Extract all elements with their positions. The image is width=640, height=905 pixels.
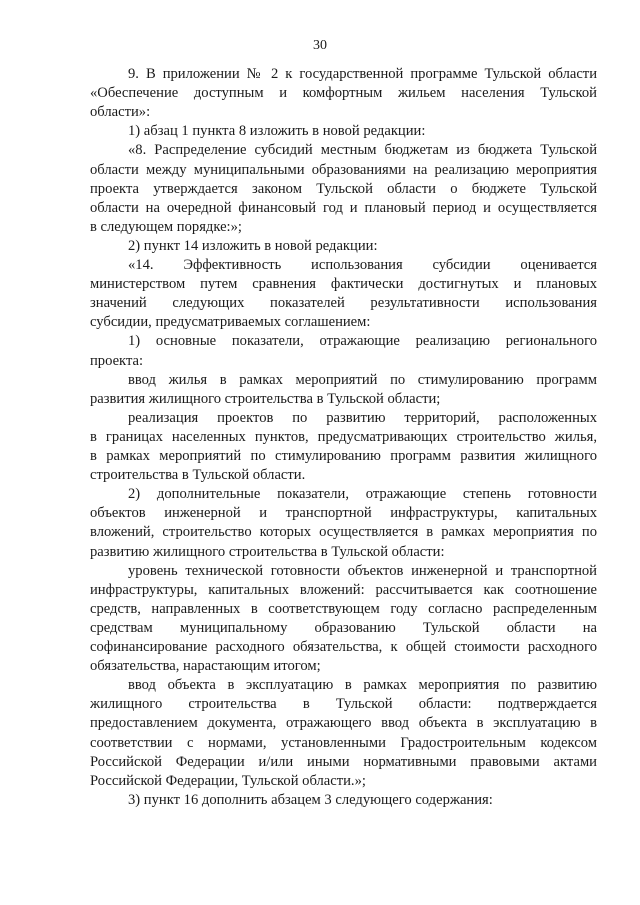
text-line: уровень технической готовности объектов инженерной и транспортной — [128, 562, 597, 579]
text-line: области на очередной финансовый год и плановый период и осуществляется — [90, 199, 597, 216]
text-line: области»: — [90, 104, 151, 121]
text-line: соответствии с нормами, установленными Градостроительным кодексом — [90, 734, 597, 751]
text-line: объектов инженерной и транспортной инфраструктуры, капитальных — [90, 505, 597, 522]
text-line: 9. В приложении № 2 к государственной программе Тульской области — [128, 66, 597, 82]
text-line: средств, направленных в соответствующем году согласно распределенным — [90, 600, 597, 617]
text-line: ввод жилья в рамках мероприятий по стимулированию программ — [128, 371, 597, 388]
text-line: в следующем порядке:»; — [90, 218, 242, 235]
text-line: 2) пункт 14 изложить в новой редакции: — [128, 237, 378, 254]
page-number: 30 — [313, 38, 327, 53]
text-line: субсидии, предусматриваемых соглашением: — [90, 314, 371, 331]
text-line: развитию жилищного строительства в Тульской области: — [90, 543, 445, 560]
text-line: проекта: — [90, 352, 144, 369]
text-line: «Обеспечение доступным и комфортным жильем населения Тульской — [90, 85, 597, 102]
text-line: развития жилищного строительства в Тульской области; — [90, 390, 441, 407]
text-line: инфраструктуры, капитальных вложений: рассчитывается как соотношение — [90, 581, 597, 598]
text-line: в границах населенных пунктов, предусматривающих строительство жилья, — [90, 428, 597, 445]
text-line: Российской Федерации, Тульской области.»; — [90, 772, 366, 789]
text-line: предоставлением документа, отражающего ввод объекта в эксплуатацию в — [90, 715, 597, 732]
text-line: министерством путем сравнения фактически достигнутых и плановых — [90, 276, 597, 293]
text-line: ввод объекта в эксплуатацию в рамках мероприятия по развитию — [128, 677, 597, 694]
text-line: в рамках мероприятий по стимулированию программ развития жилищного — [90, 448, 597, 464]
text-line: вложений, строительство которых осуществляется в рамках мероприятия по — [90, 524, 597, 541]
text-line: «8. Распределение субсидий местным бюджетам из бюджета Тульской — [128, 142, 597, 159]
text-line: 2) дополнительные показатели, отражающие степень готовности — [128, 486, 597, 503]
text-line: значений следующих показателей результативности использования — [90, 295, 597, 312]
text-line: области между муниципальными образованиями на реализацию мероприятия — [90, 161, 597, 178]
text-line: средствам муниципальному образованию Тульской области на — [90, 619, 597, 636]
text-line: строительства в Тульской области. — [90, 467, 306, 484]
text-line: проекта утверждается законом Тульской области о бюджете Тульской — [90, 180, 597, 197]
text-line: «14. Эффективность использования субсидии оценивается — [128, 257, 597, 273]
text-line: Российской Федерации и/или иными нормативными правовыми актами — [90, 753, 597, 770]
text-line: жилищного строительства в Тульской области: подтверждается — [90, 696, 597, 713]
text-line: 1) основные показатели, отражающие реализацию регионального — [128, 333, 597, 350]
text-line: софинансирование расходного обязательства, к общей стоимости расходного — [90, 639, 597, 655]
text-line: 3) пункт 16 дополнить абзацем 3 следующего содержания: — [128, 791, 493, 808]
text-line: обязательства, нарастающим итогом; — [90, 658, 321, 675]
text-line: реализация проектов по развитию территорий, расположенных — [128, 409, 597, 426]
text-line: 1) абзац 1 пункта 8 изложить в новой редакции: — [128, 123, 426, 140]
